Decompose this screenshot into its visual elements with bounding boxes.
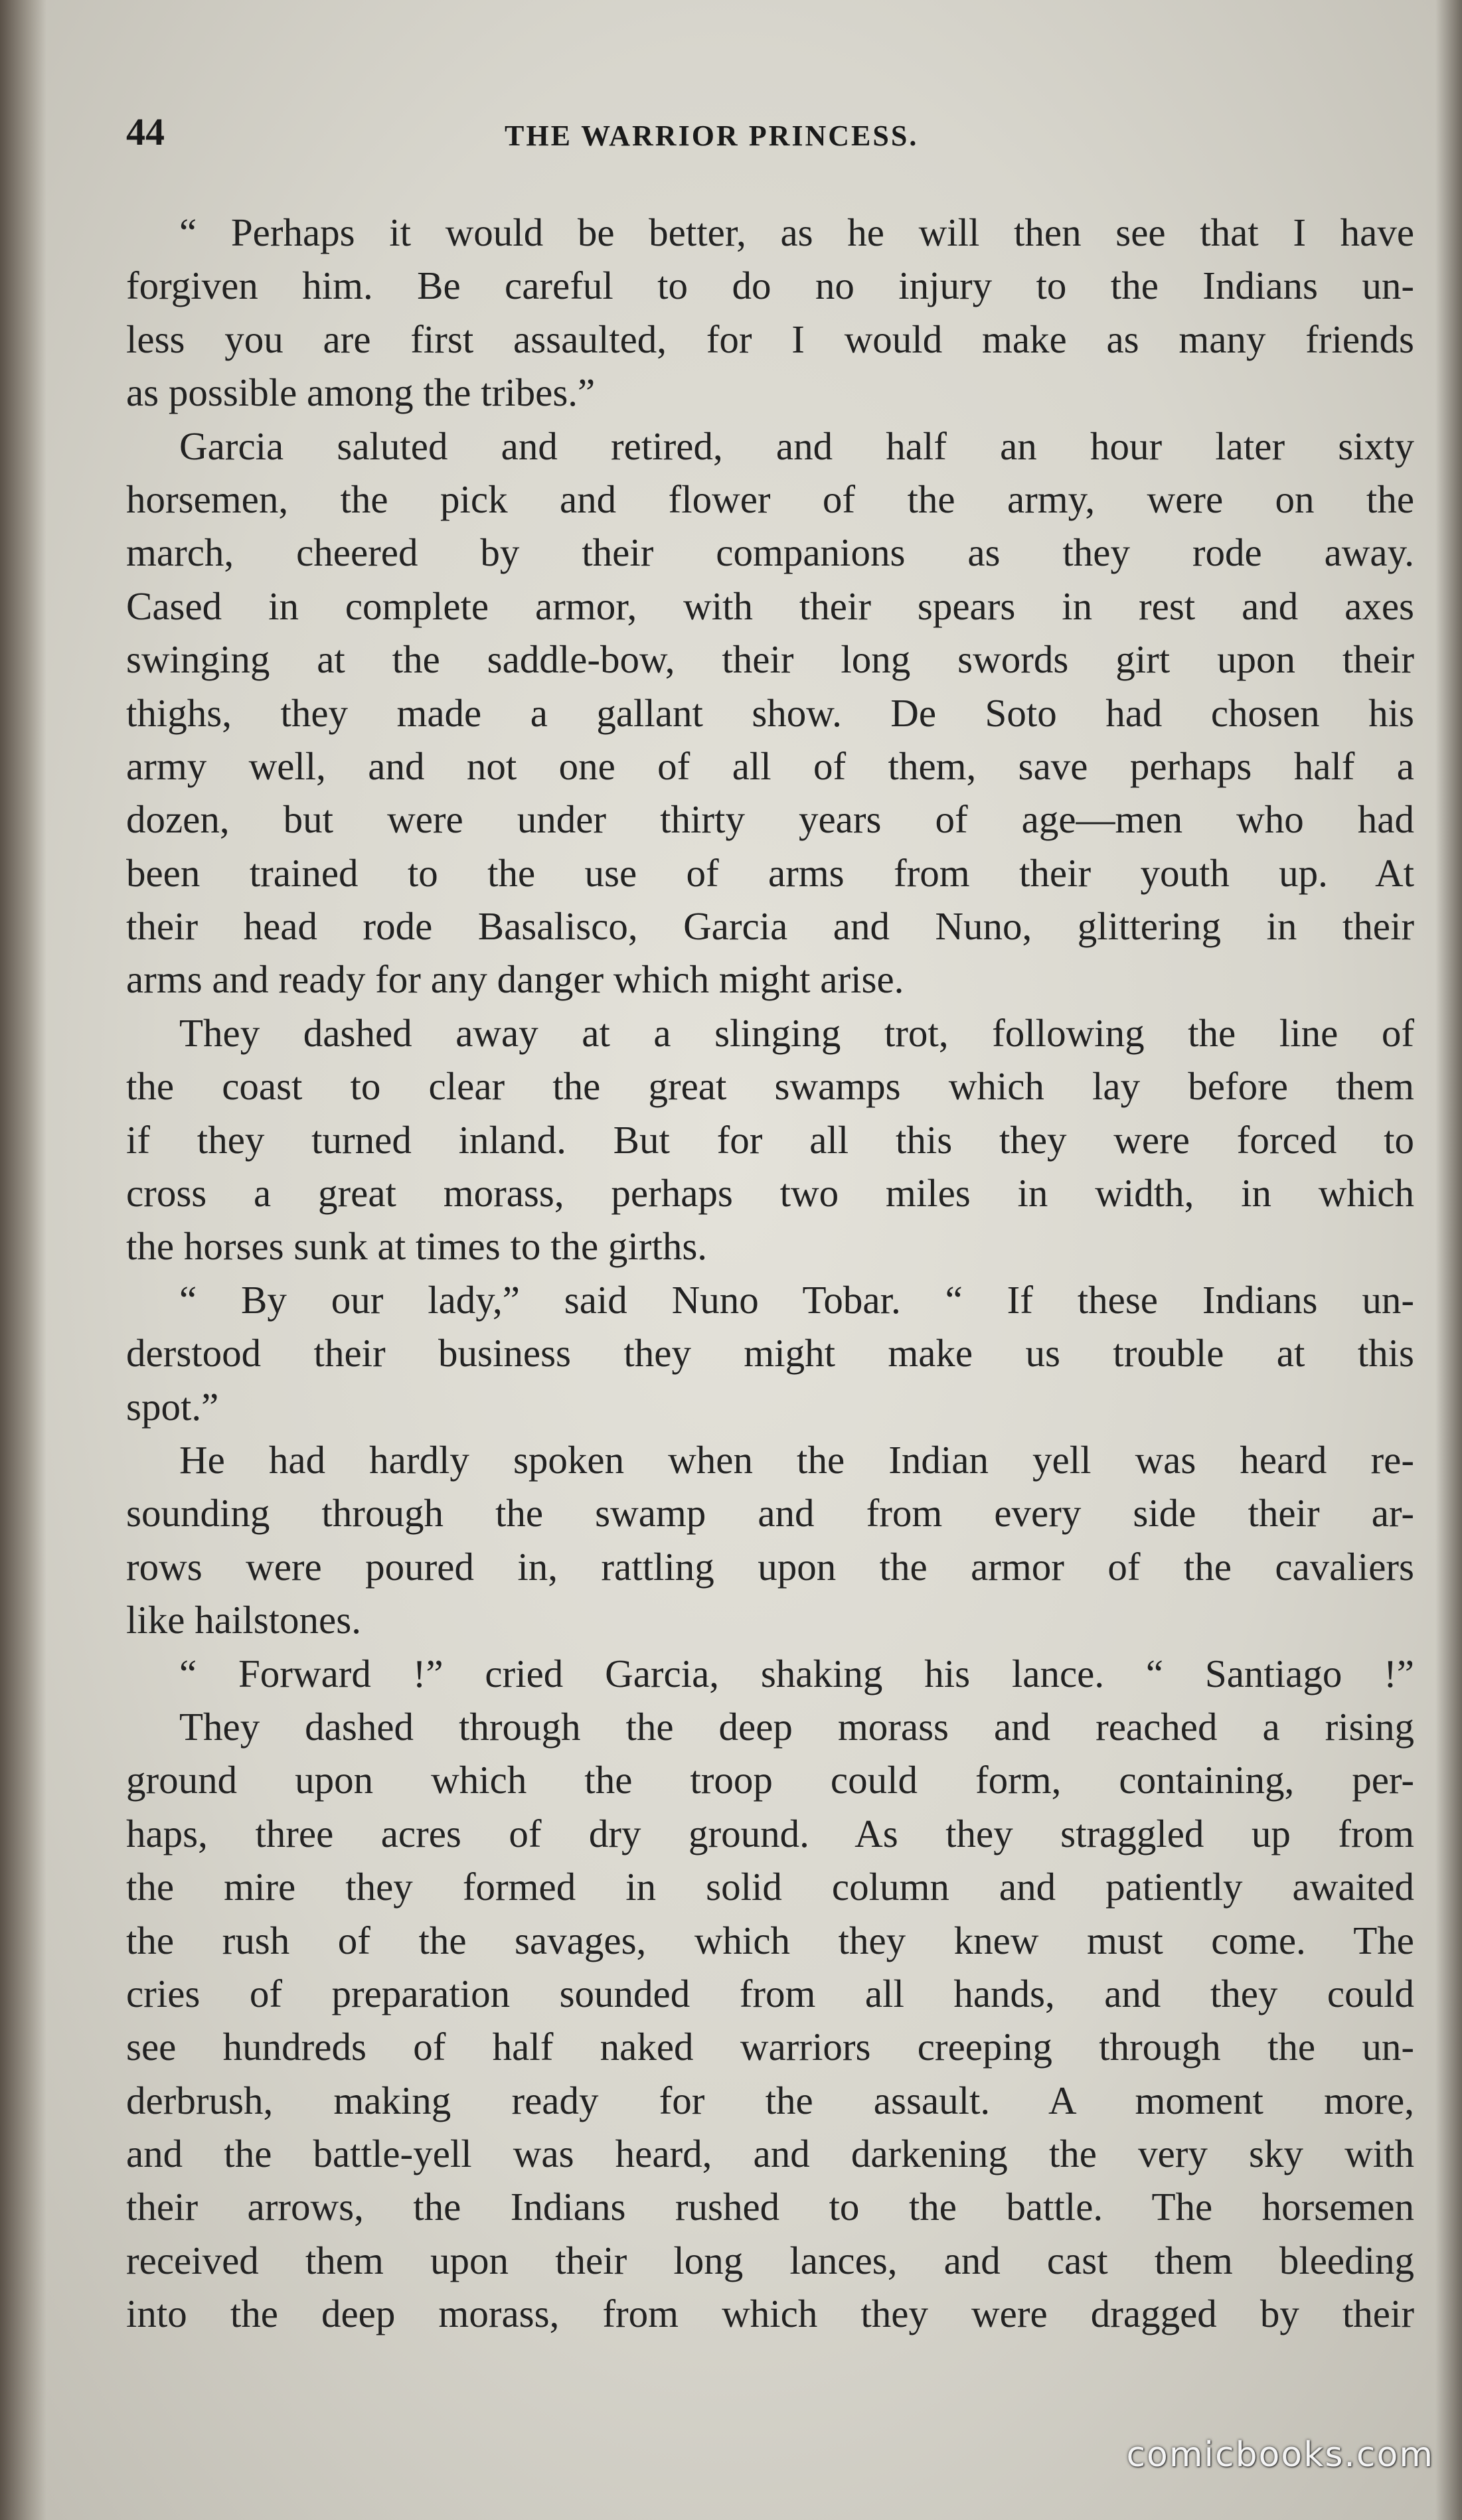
text-line: the mire they formed in solid column and patiently awaited [126, 1865, 1414, 1909]
text-line: as possible among the tribes.” [126, 370, 596, 415]
text-line: dozen, but were under thirty years of age—men who had [126, 797, 1414, 842]
text-line: He had hardly spoken when the Indian yell was heard re- [179, 1437, 1414, 1482]
text-line: their head rode Basalisco, Garcia and Nuno, glittering in their [126, 904, 1414, 949]
text-line: Cased in complete armor, with their spears in rest and axes [126, 584, 1414, 628]
text-line: forgiven him. Be careful to do no injury to the Indians un- [126, 264, 1414, 308]
text-line: “ Forward !” cried Garcia, shaking his lance. “ Santiago !” [179, 1651, 1414, 1695]
page-edge-shadow [1435, 0, 1462, 2520]
text-line: sounding through the swamp and from every side their ar- [126, 1491, 1414, 1536]
text-line: march, cheered by their companions as they rode away. [126, 530, 1414, 575]
page-number: 44 [126, 110, 165, 153]
text-line: They dashed away at a slinging trot, following the line of [179, 1010, 1414, 1055]
text-line: cries of preparation sounded from all hands, and they could [126, 1971, 1414, 2015]
text-line: horsemen, the pick and flower of the army, were on the [126, 477, 1414, 521]
page-binding-shadow [0, 0, 46, 2520]
text-line: derstood their business they might make us trouble at this [126, 1331, 1414, 1376]
body-text [126, 206, 1414, 2341]
text-line: like hailstones. [126, 1598, 361, 1642]
text-line: if they turned inland. But for all this they were forced to [126, 1117, 1414, 1162]
text-line: Garcia saluted and retired, and half an hour later sixty [179, 424, 1414, 468]
text-line: received them upon their long lances, and cast them bleeding [126, 2238, 1414, 2282]
text-line: “ By our lady,” said Nuno Tobar. “ If these Indians un- [179, 1277, 1414, 1322]
text-line: arms and ready for any danger which might arise. [126, 957, 904, 1002]
text-line: into the deep morass, from which they were dragged by their [126, 2292, 1414, 2336]
page-header [126, 110, 1414, 169]
text-line: the rush of the savages, which they knew must come. The [126, 1918, 1414, 1962]
text-line: swinging at the saddle-bow, their long swords girt upon their [126, 637, 1414, 682]
text-line: derbrush, making ready for the assault. A moment more, [126, 2078, 1414, 2122]
text-line: their arrows, the Indians rushed to the battle. The horsemen [126, 2185, 1414, 2229]
text-line: “ Perhaps it would be better, as he will then see that I have [179, 210, 1414, 254]
text-line: They dashed through the deep morass and reached a rising [179, 1704, 1414, 1749]
text-line: haps, three acres of dry ground. As they straggled up from [126, 1811, 1414, 1855]
text-line: the coast to clear the great swamps which lay before them [126, 1064, 1414, 1109]
text-line: and the battle-yell was heard, and darkening the very sky with [126, 2132, 1414, 2176]
text-line: the horses sunk at times to the girths. [126, 1224, 708, 1269]
text-line: army well, and not one of all of them, save perhaps half a [126, 744, 1414, 788]
text-line: less you are first assaulted, for I would make as many friends [126, 317, 1414, 361]
text-line: thighs, they made a gallant show. De Soto had chosen his [126, 690, 1414, 735]
text-line: cross a great morass, perhaps two miles in width, in which [126, 1171, 1414, 1216]
text-line: been trained to the use of arms from their youth up. At [126, 850, 1414, 895]
text-line: ground upon which the troop could form, containing, per- [126, 1758, 1414, 1802]
text-line: see hundreds of half naked warriors creeping through the un- [126, 2025, 1414, 2069]
watermark-text: comicbooks.com [1126, 2435, 1434, 2475]
text-line: spot.” [126, 1384, 219, 1429]
running-head: THE WARRIOR PRINCESS. [505, 119, 919, 152]
text-line: rows were poured in, rattling upon the armor of the cavaliers [126, 1544, 1414, 1589]
